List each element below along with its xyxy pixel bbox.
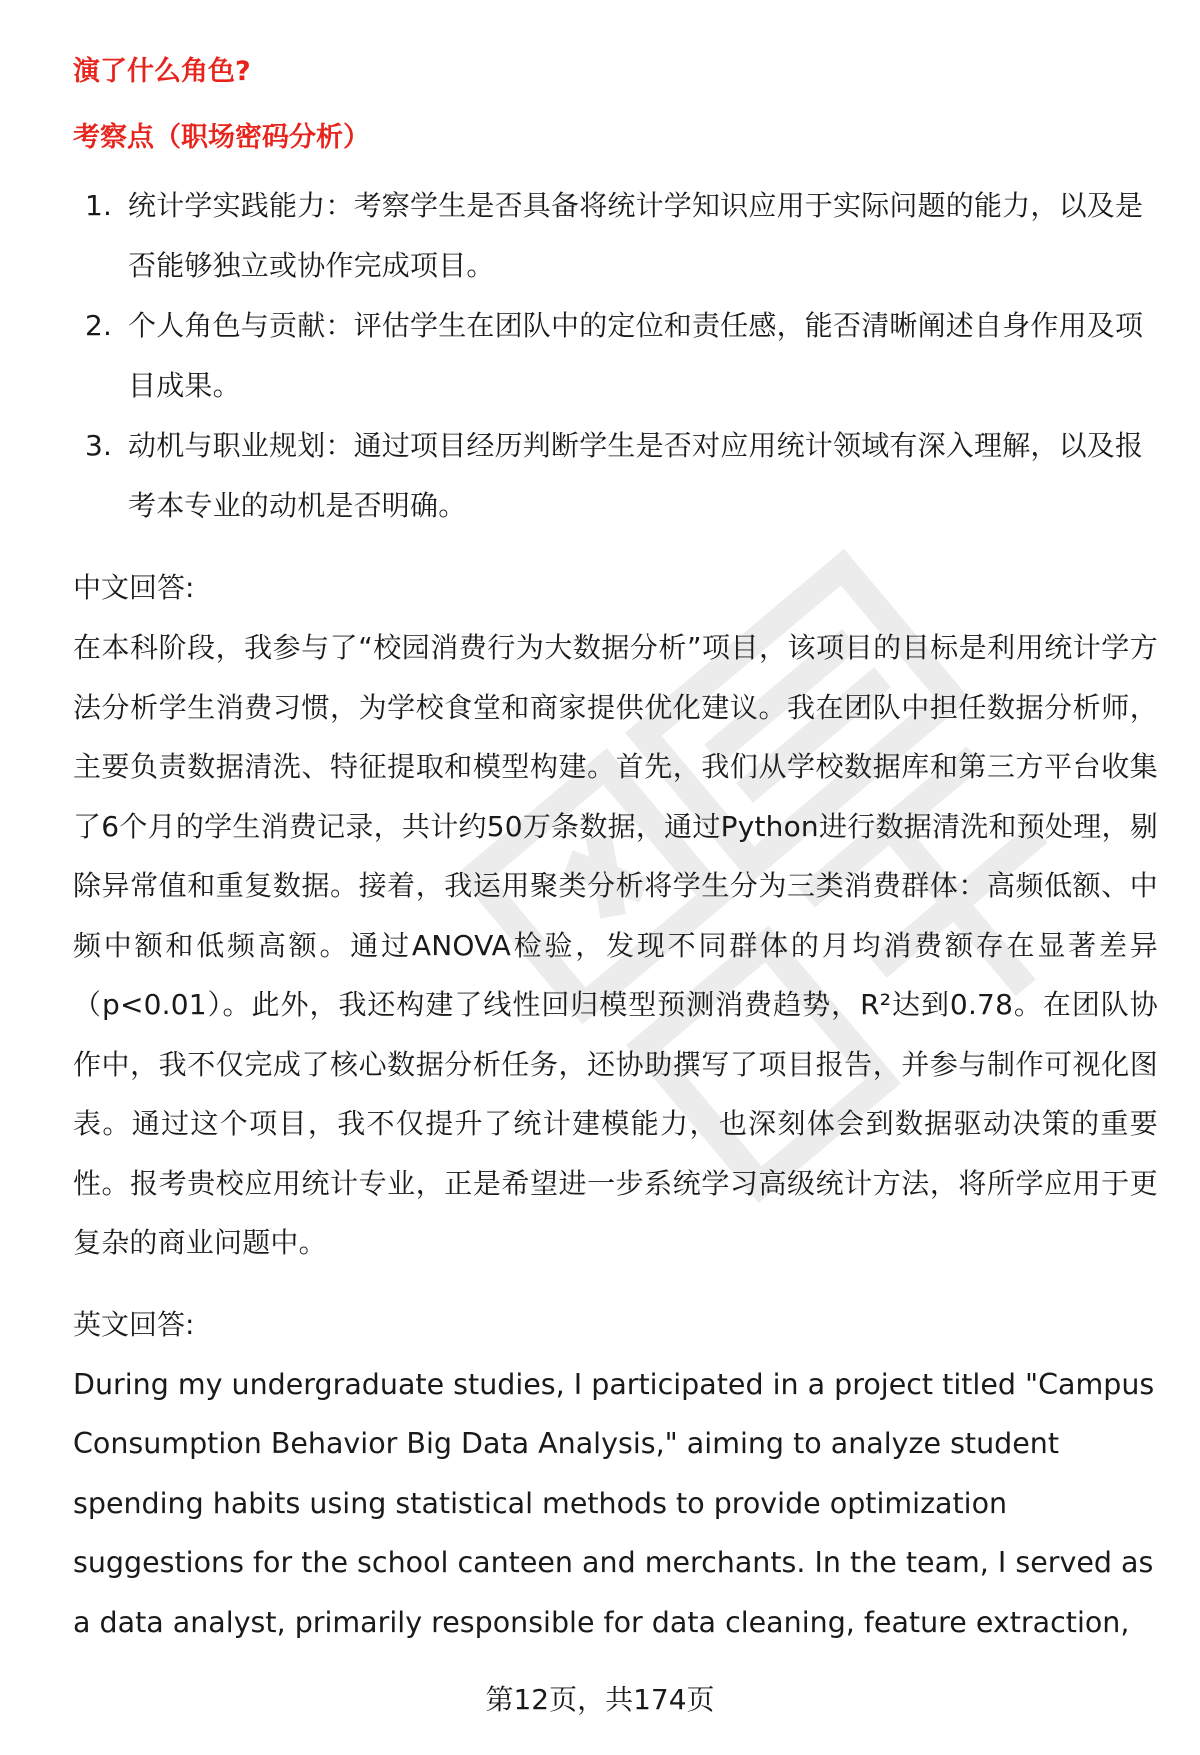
- page-footer: 第12页，共174页: [485, 1683, 715, 1716]
- list-number: 3.: [85, 429, 113, 462]
- list-item-text: 统计学实践能力：考察学生是否具备将统计学知识应用于实际问题的能力，以及是否能够独立或协作完成项目。: [128, 189, 1144, 282]
- list-item: [73, 296, 1158, 416]
- list-item-text: 动机与职业规划：通过项目经历判断学生是否对应用统计领域有深入理解，以及报考本专业的动机是否明确。: [128, 429, 1144, 522]
- points-list: [73, 176, 1158, 536]
- en-answer-label: 英文回答:: [73, 1307, 195, 1341]
- page-content: [73, 54, 1158, 1652]
- heading-role: 演了什么角色?: [73, 56, 251, 87]
- list-item: [73, 416, 1158, 536]
- list-number: 1.: [85, 189, 113, 222]
- list-item: [73, 176, 1158, 296]
- list-item-text: 个人角色与贡献：评估学生在团队中的定位和责任感，能否清晰阐述自身作用及项目成果。: [128, 309, 1144, 402]
- zh-answer-label: 中文回答:: [73, 571, 195, 604]
- heading-points: 考察点（职场密码分析）: [73, 122, 370, 153]
- zh-answer-paragraph: 在本科阶段，我参与了“校园消费行为大数据分析”项目，该项目的目标是利用统计学方法分析学生消费习惯，为学校食堂和商家提供优化建议。我在团队中担任数据分析师，主要负责数据清洗、特征提取和模型构建。首先，我们从学校数据库和第三方平台收集了6个月的学生消费记录，共计约50万条数据，通过Python进行数据清洗和预处理，剔除异常值和重复数据。接着，我运用聚类分析将学生分为三类消费群体：高频低额、中频中额和低频高额。通过ANOVA检验，发现不同群体的月均消费额存在显著差异（p<0.01）。此外，我还构建了线性回归模型预测消费趋势，R²达到0.78。在团队协作中，我不仅完成了核心数据分析任务，还协助撰写了项目报告，并参与制作可视化图表。通过这个项目，我不仅提升了统计建模能力，也深刻体会到数据驱动决策的重要性。报考贵校应用统计专业，正是希望进一步系统学习高级统计方法，将所学应用于更复杂的商业问题中。: [73, 631, 1158, 1259]
- list-number: 2.: [85, 309, 113, 342]
- en-answer-paragraph: During my undergraduate studies, I participated in a project titled "Campus Consumption Behavior Big Data Analysis," aiming to analyze student spending habits using statistical methods to provide optimization suggestions for the school canteen and merchants. In the team, I served as a data analyst, primarily responsible for data cleaning, feature extraction,: [73, 1367, 1155, 1639]
